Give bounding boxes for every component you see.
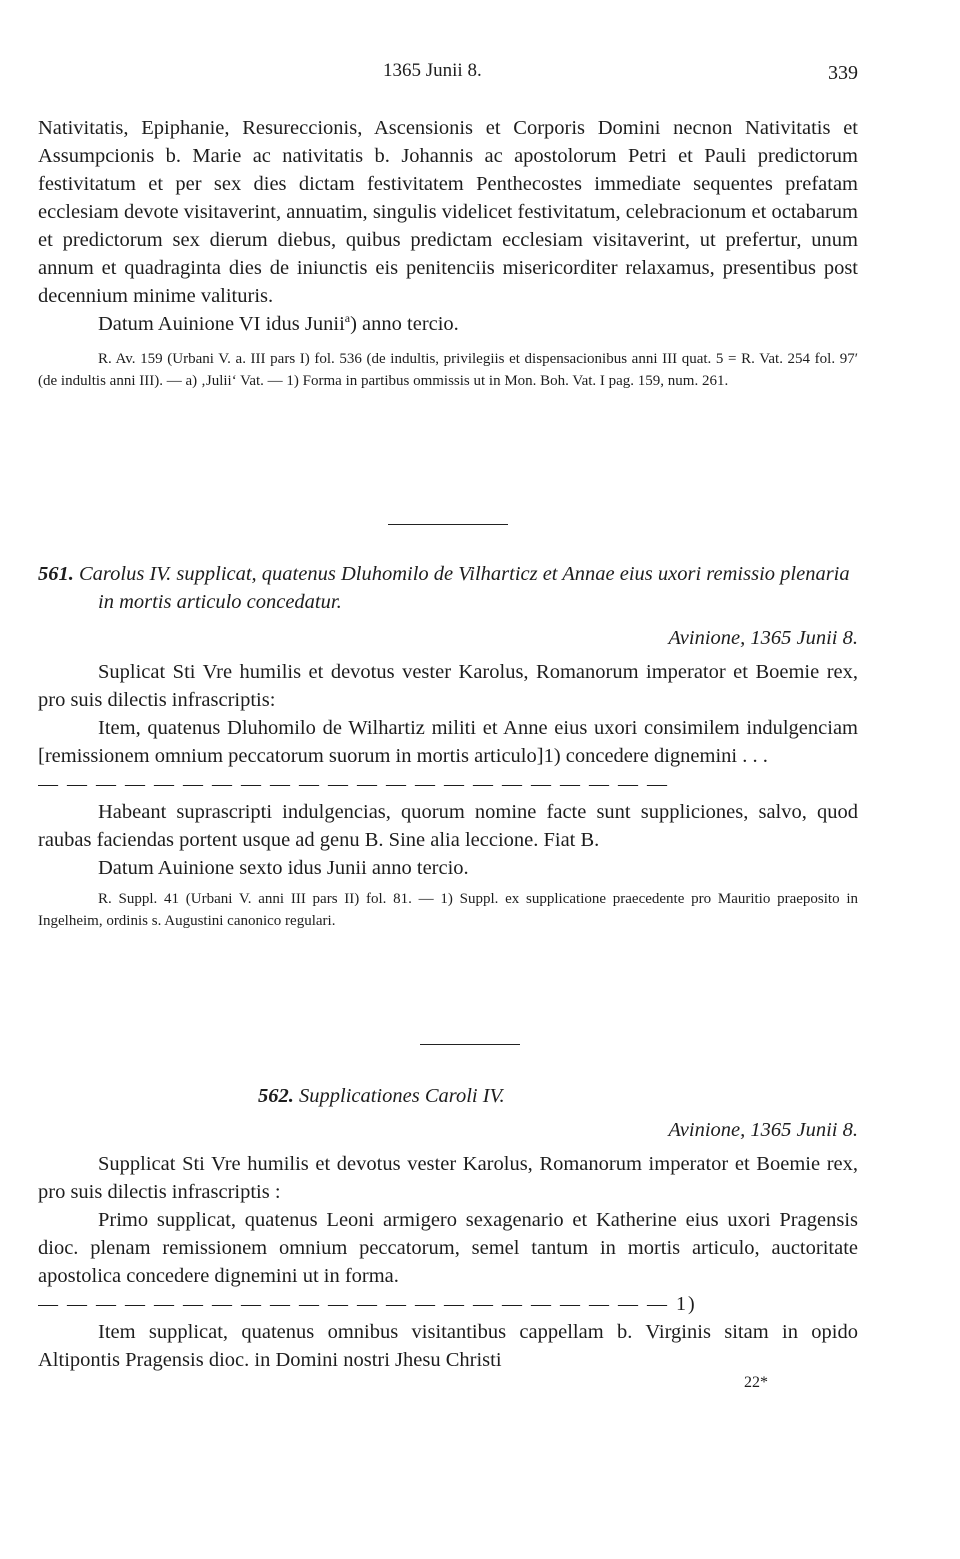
page-header: [38, 60, 858, 90]
datum-text-end: ) anno tercio.: [350, 313, 459, 335]
entry-number: 561.: [38, 563, 74, 585]
entry-heading: [38, 1082, 858, 1110]
omission-dashes: — — — — — — — — — — — — — — — — — — — — — —: [38, 773, 669, 795]
entry-562: [38, 1082, 858, 1392]
footnote-marker: a: [344, 311, 351, 326]
entry-paragraph: Habeant suprascripti indulgencias, quorum nomine facte sunt suppliciones, salvo, quod raubas faciendas portent usque ad genu B. Sine alia leccione. Fiat B.: [38, 801, 858, 851]
entry-title: Supplicationes Caroli IV.: [299, 1085, 505, 1107]
entry-note: R. Suppl. 41 (Urbani V. anni III pars II) fol. 81. — 1) Suppl. ex supplicatione praecedente pro Mauritio praeposito in Ingelheim, ordinis s. Augustini canonico regulari.: [38, 891, 858, 929]
signature-mark: 22*: [744, 1374, 768, 1391]
entry-dateline: Avinione, 1365 Junii 8.: [668, 1119, 858, 1141]
entry-paragraph: Item, quatenus Dluhomilo de Wilhartiz militi et Anne eius uxori consimilem indulgenciam [remissionem omnium peccatorum suorum in mortis articulo]1) concedere dignemini . . .: [38, 717, 858, 767]
entry-datum: Datum Auinione sexto idus Junii anno tercio.: [98, 857, 469, 879]
entry-heading: [38, 560, 858, 616]
entry-paragraph: Item supplicat, quatenus omnibus visitantibus cappellam b. Virginis sitam in opido Altipontis Pragensis dioc. in Domini nostri Jhesu Christi: [38, 1321, 858, 1371]
entry-number: 562.: [258, 1085, 294, 1107]
omission-dashes: — — — — — — — — — — — — — — — — — — — — — — 1): [38, 1293, 697, 1315]
section-divider: [388, 524, 508, 525]
section-divider: [420, 1044, 520, 1045]
footnote-note: R. Av. 159 (Urbani V. a. III pars I) fol. 536 (de indultis, privilegiis et dispensacionibus anni III quat. 5 = R. Vat. 254 fol. 97′ (de indultis anni III). — a) ‚Julii‘ Vat. — 1) Forma in partibus ommissis ut in Mon. Boh. Vat. I pag. 159, num. 261.: [38, 351, 858, 389]
datum-text: Datum Auinione VI idus Junii: [98, 313, 345, 335]
datum-line: [38, 310, 858, 338]
entry-paragraph: Supplicat Sti Vre humilis et devotus vester Karolus, Romanorum imperator et Boemie rex, pro suis dilectis infrascriptis :: [38, 1153, 858, 1203]
entry-paragraph: Primo supplicat, quatenus Leoni armigero sexagenario et Katherine eius uxori Pragensis dioc. plenam remissionem omnium peccatorum, semel tantum in mortis articulo, auctoritate apostolica concedere dignemini ut in forma.: [38, 1209, 858, 1287]
continuation-block: [38, 114, 858, 392]
entry-dateline: Avinione, 1365 Junii 8.: [668, 627, 858, 649]
entry-561: [38, 560, 858, 932]
running-title: 1365 Junii 8.: [383, 60, 482, 81]
document-page: [38, 0, 858, 1559]
page-number: 339: [828, 62, 858, 84]
entry-title: Carolus IV. supplicat, quatenus Dluhomilo de Vilharticz et Annae eius uxori remissio plenaria in mortis articulo concedatur.: [79, 563, 850, 613]
continuation-paragraph: Nativitatis, Epiphanie, Resureccionis, Ascensionis et Corporis Domini necnon Nativitatis et Assumpcionis b. Marie ac nativitatis b. Johannis ac apostolorum Petri et Pauli predictorum festivitatum et per sex dies dictam festivitatem Penthecostes immediate sequentes prefatam ecclesiam devote visitaverint, annuatim, singulis videlicet festivitatum, celebracionum et octabarum et predictorum sex dierum diebus, quibus predictam ecclesiam visitaverint, ut prefertur, unum annum et quadraginta dies de iniunctis eis penitenciis misericorditer relaxamus, presentibus post decennium minime valituris.: [38, 117, 858, 307]
entry-paragraph: Suplicat Sti Vre humilis et devotus vester Karolus, Romanorum imperator et Boemie rex, pro suis dilectis infrascriptis:: [38, 661, 858, 711]
